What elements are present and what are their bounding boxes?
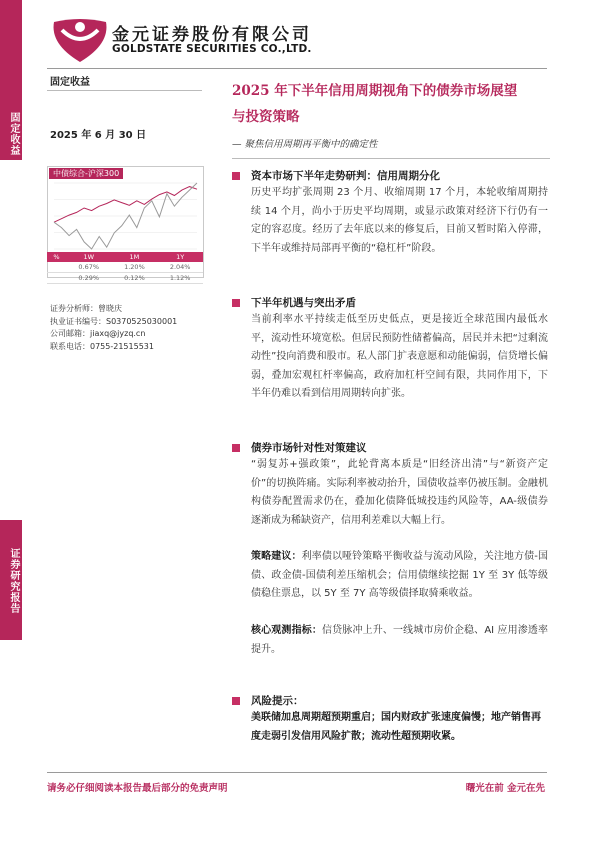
risk-heading: 风险提示：	[251, 695, 304, 707]
performance-table-header	[47, 252, 203, 262]
report-subtitle: — 聚焦信用周期再平衡中的确定性	[232, 139, 378, 150]
footer-slogan: 曙光在前 金元在先	[465, 783, 545, 794]
table-cell: 1.20%	[112, 262, 158, 273]
report-title	[232, 78, 550, 130]
analyst-name: 证券分析师：曾晓庆	[50, 304, 122, 313]
risk-text: 美联储加息周期超预期重启；国内财政扩张速度偏慢；地产销售再度走弱引发信用风险扩散；流动性超预期收紧。	[251, 712, 541, 742]
report-title-line2: 与投资策略	[232, 109, 300, 125]
table-cell: 1.12%	[157, 273, 203, 284]
footer-disclaimer: 请务必仔细阅读本报告最后部分的免责声明	[47, 783, 228, 794]
analyst-license: 执业证书编号：S0370525030001	[50, 316, 178, 326]
table-cell	[47, 273, 66, 284]
analyst-info	[50, 303, 177, 353]
sidebar-report-type-label: 证券研究报告	[8, 548, 19, 614]
section-heading: 债券市场针对性对策建议	[251, 442, 367, 454]
section-heading: 下半年机遇与突出矛盾	[251, 297, 356, 309]
section-bullet	[232, 299, 240, 307]
analyst-phone: 联系电话：0755-21515531	[50, 341, 154, 351]
section-paragraph-indicators: 核心观测指标：信贷脉冲上升、一线城市房价企稳、AI 应用渗透率提升。	[251, 625, 549, 655]
report-date: 2025 年 6 月 30 日	[50, 130, 147, 141]
footer-divider	[47, 772, 547, 773]
table-row	[47, 262, 203, 273]
table-cell: 0.12%	[112, 273, 158, 284]
analyst-email: 公司邮箱：jiaxq@jyzq.cn	[50, 329, 146, 338]
table-row	[47, 273, 203, 284]
sidebar-category-label: 固定收益	[8, 112, 19, 156]
table-cell: 0.29%	[66, 273, 112, 284]
section-bullet	[232, 697, 240, 705]
section-bullet	[232, 172, 240, 180]
header-divider	[47, 68, 547, 69]
paragraph-label: 核心观测指标：	[251, 625, 323, 636]
table-header-cell: %	[47, 252, 66, 262]
table-cell	[47, 262, 66, 273]
table-header-cell: 1M	[112, 252, 158, 262]
title-divider	[232, 158, 550, 159]
table-cell: 0.67%	[66, 262, 112, 273]
chart-title: 中债综合-沪深300	[49, 168, 123, 179]
performance-table	[47, 252, 203, 284]
section-bullet	[232, 444, 240, 452]
company-name-cn: 金元证券股份有限公司	[112, 25, 312, 45]
table-header-cell: 1W	[66, 252, 112, 262]
company-name-en: GOLDSTATE SECURITIES CO.,LTD.	[112, 43, 312, 55]
table-cell: 2.04%	[157, 262, 203, 273]
paragraph-label: 策略建议：	[251, 551, 302, 562]
company-logo-icon	[50, 14, 110, 64]
section-paragraph: “弱复苏+强政策”，此轮背离本质是“旧经济出清”与“新资产定价”的切换阵痛。实际利率被动抬升，国债收益率仍被压制。金融机构债券配置需求仍在，叠加化债降低城投违约风险等，AA-级债券逐渐成为稀缺资产，信用利差难以大幅上行。	[251, 459, 548, 526]
section-heading: 资本市场下半年走势研判：信用周期分化	[251, 170, 440, 182]
table-header-cell: 1Y	[157, 252, 203, 262]
section-paragraph: 当前利率水平持续走低至历史低点，更是接近全球范围内最低水平，流动性环境宽松。但居民预防性储蓄偏高，居民并未把“过剩流动性”投向消费和股市。私人部门扩表意愿和动能偏弱，信贷增长偏弱，叠加宏观杠杆率偏高，政府加杠杆空间有限，共同作用下，下半年仍难以看到信用周期转向扩张。	[251, 314, 548, 399]
report-title-line1: 2025 年下半年信用周期视角下的债券市场展望	[232, 83, 518, 99]
section-paragraph: 历史平均扩张周期 23 个月、收缩周期 17 个月，本轮收缩周期持续 14 个月，尚小于历史平均周期，或显示政策对经济下行仍有一定的容忍度。经历了去年底以来的修复后，目前又暂时陷入停滞，下半年或维持局部再平衡的“稳杠杆”阶段。	[251, 187, 548, 254]
section-paragraph-strategy: 策略建议：利率债以哑铃策略平衡收益与流动风险，关注地方债-国债、政金债-国债利差压缩机会；信用债继续挖掘 1Y 至 3Y 低等级债稳住票息，以 5Y 至 7Y 高等级债择取骑乘收益。	[251, 551, 549, 599]
report-category-tag: 固定收益	[50, 77, 90, 88]
